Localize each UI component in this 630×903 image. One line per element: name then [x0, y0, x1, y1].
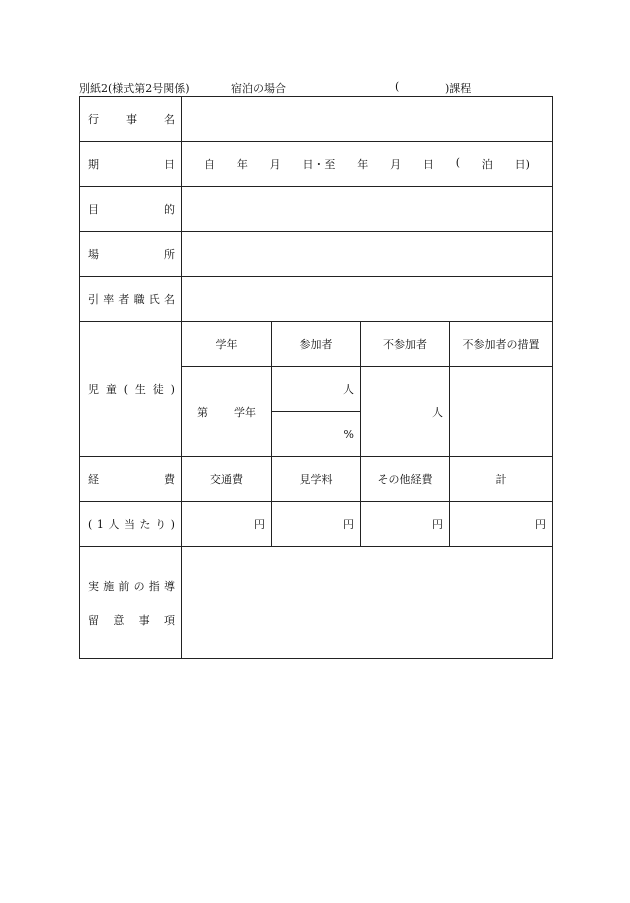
event-name-row: [80, 97, 553, 142]
grade-field[interactable]: 第 学年: [182, 367, 272, 457]
expenses-label: 経 費: [80, 457, 182, 502]
purpose-field[interactable]: [182, 187, 553, 232]
period-label: 期 日: [80, 142, 182, 187]
total-header: 計: [450, 457, 553, 502]
place-row: [80, 232, 553, 277]
accommodation-type: 宿泊の場合: [231, 82, 286, 95]
nonparticipant-measures-header: 不参加者の措置: [450, 322, 553, 367]
nonparticipants-header: 不参加者: [361, 322, 450, 367]
leader-field[interactable]: [182, 277, 553, 322]
transport-cost-field[interactable]: 円: [182, 502, 272, 547]
event-name-label: 行 事 名: [80, 97, 182, 142]
students-label: 児 童 ( 生 徒 ): [80, 322, 182, 457]
per-person-row: [80, 502, 553, 547]
attachment-label: 別紙2(様式第2号関係): [79, 82, 190, 95]
event-name-field[interactable]: [182, 97, 553, 142]
participants-count-field[interactable]: 人: [272, 367, 361, 412]
form-table: [79, 96, 553, 659]
course-label: )課程: [445, 82, 472, 95]
nonparticipants-count-field[interactable]: 人: [361, 367, 450, 457]
expenses-header-row: [80, 457, 553, 502]
notes-label: 実 施 前 の 指 導 留 意 事 項: [80, 547, 182, 659]
course-open-paren: (: [395, 80, 400, 93]
admission-fee-field[interactable]: 円: [272, 502, 361, 547]
per-person-label: ( 1 人 当 た り ): [80, 502, 182, 547]
purpose-row: [80, 187, 553, 232]
participants-percent-field[interactable]: %: [272, 412, 361, 457]
transport-cost-header: 交通費: [182, 457, 272, 502]
nonparticipant-measures-field[interactable]: [450, 367, 553, 457]
other-expenses-header: その他経費: [361, 457, 450, 502]
students-header-row: [80, 322, 553, 367]
place-label: 場 所: [80, 232, 182, 277]
admission-fee-header: 見学料: [272, 457, 361, 502]
other-expenses-field[interactable]: 円: [361, 502, 450, 547]
participants-header: 参加者: [272, 322, 361, 367]
leader-row: [80, 277, 553, 322]
grade-header: 学年: [182, 322, 272, 367]
form-header: [79, 80, 551, 96]
period-field[interactable]: 自 年 月 日・至 年 月 日 ( 泊 日): [182, 142, 553, 187]
notes-row: [80, 547, 553, 659]
leader-label: 引 率 者 職 氏 名: [80, 277, 182, 322]
period-row: [80, 142, 553, 187]
purpose-label: 目 的: [80, 187, 182, 232]
place-field[interactable]: [182, 232, 553, 277]
notes-field[interactable]: [182, 547, 553, 659]
total-field[interactable]: 円: [450, 502, 553, 547]
